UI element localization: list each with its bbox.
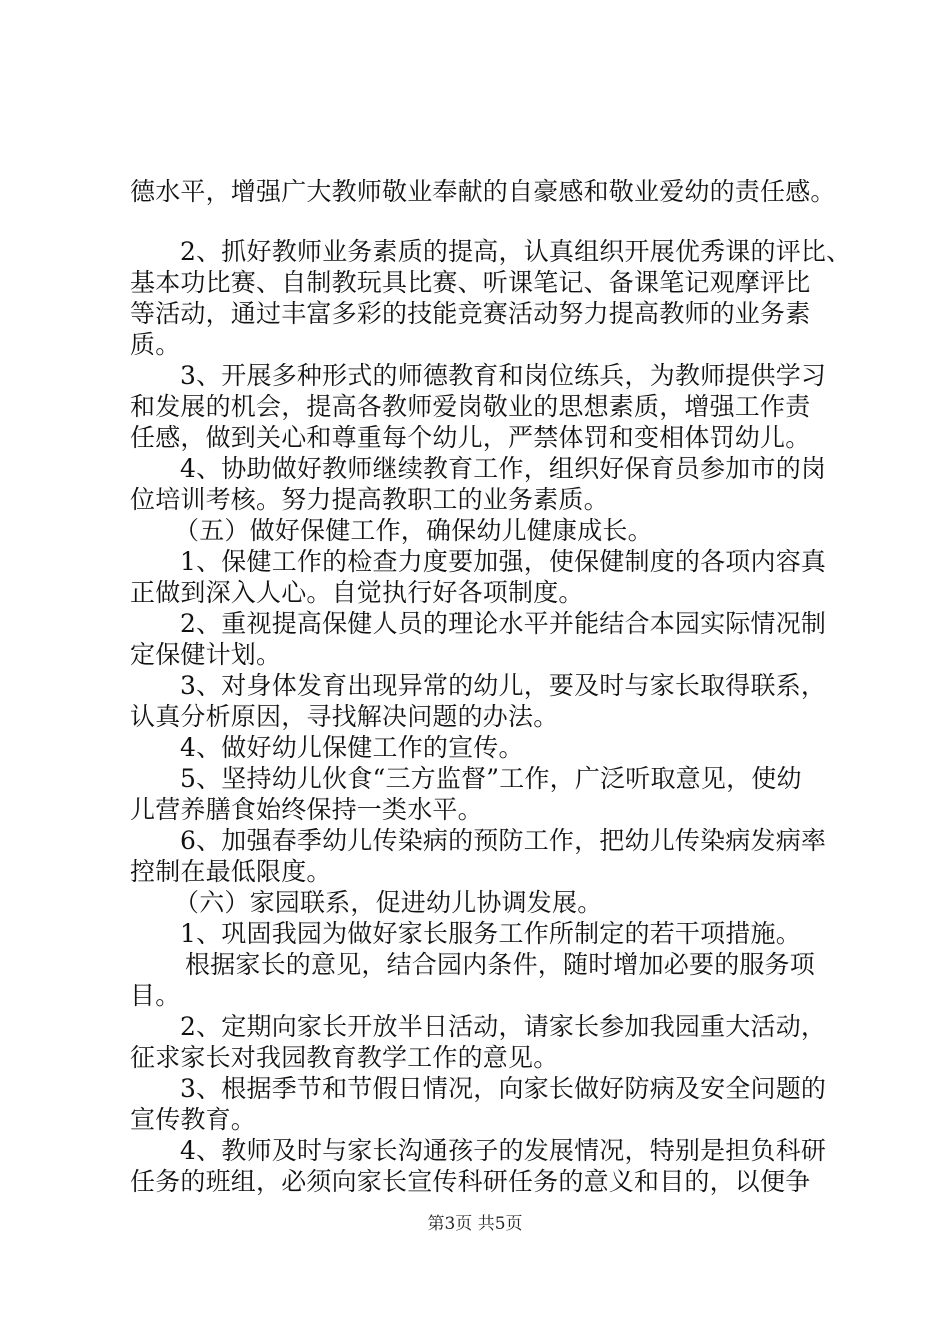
text-line: 任务的班组，必须向家长宣传科研任务的意义和目的，以便争	[130, 1167, 811, 1196]
text-line: 4、教师及时与家长沟通孩子的发展情况，特别是担负科研	[180, 1136, 827, 1165]
page-number-footer: 第3页 共5页	[427, 1214, 523, 1234]
text-line: 2、定期向家长开放半日活动，请家长参加我园重大活动，	[180, 1012, 827, 1041]
text-line: 4、协助做好教师继续教育工作，组织好保育员参加市的岗	[180, 454, 827, 483]
text-line: 任感，做到关心和尊重每个幼儿，严禁体罚和变相体罚幼儿。	[130, 423, 811, 452]
text-line: 质。	[130, 330, 181, 359]
text-line: 正做到深入人心。自觉执行好各项制度。	[130, 578, 584, 607]
section-heading: （六）家园联系，促进幼儿协调发展。	[174, 888, 603, 917]
text-line: 2、抓好教师业务素质的提高，认真组织开展优秀课的评比、	[180, 237, 852, 266]
text-line: 基本功比赛、自制教玩具比赛、听课笔记、备课笔记观摩评比	[130, 268, 811, 297]
section-heading: （五）做好保健工作，确保幼儿健康成长。	[174, 516, 653, 545]
text-line: 根据家长的意见，结合园内条件，随时增加必要的服务项	[185, 950, 816, 979]
text-line: 1、保健工作的检查力度要加强，使保健制度的各项内容真	[180, 547, 827, 576]
text-line: 3、开展多种形式的师德教育和岗位练兵，为教师提供学习	[180, 361, 827, 390]
text-line: 5、坚持幼儿伙食“三方监督”工作，广泛听取意见，使幼	[180, 764, 802, 793]
text-line: 儿营养膳食始终保持一类水平。	[130, 795, 483, 824]
text-line: 3、根据季节和节假日情况，向家长做好防病及安全问题的	[180, 1074, 827, 1103]
text-line: 位培训考核。努力提高教职工的业务素质。	[130, 485, 609, 514]
text-line: 认真分析原因，寻找解决问题的办法。	[130, 702, 559, 731]
text-line: 3、对身体发育出现异常的幼儿，要及时与家长取得联系，	[180, 671, 827, 700]
text-line: 1、巩固我园为做好家长服务工作所制定的若干项措施。	[180, 919, 801, 948]
text-line: 和发展的机会，提高各教师爱岗敬业的思想素质，增强工作责	[130, 392, 811, 421]
text-line: 征求家长对我园教育教学工作的意见。	[130, 1043, 559, 1072]
text-line: 目。	[130, 981, 181, 1010]
text-line: 4、做好幼儿保健工作的宣传。	[180, 733, 524, 762]
text-line: 2、重视提高保健人员的理论水平并能结合本园实际情况制	[180, 609, 827, 638]
text-line: 宣传教育。	[130, 1105, 257, 1134]
text-line: 等活动，通过丰富多彩的技能竞赛活动努力提高教师的业务素	[130, 299, 811, 328]
text-line: 6、加强春季幼儿传染病的预防工作，把幼儿传染病发病率	[180, 826, 827, 855]
text-line: 定保健计划。	[130, 640, 282, 669]
text-line: 控制在最低限度。	[130, 857, 332, 886]
text-line: 德水平，增强广大教师敬业奉献的自豪感和敬业爱幼的责任感。	[130, 177, 836, 206]
